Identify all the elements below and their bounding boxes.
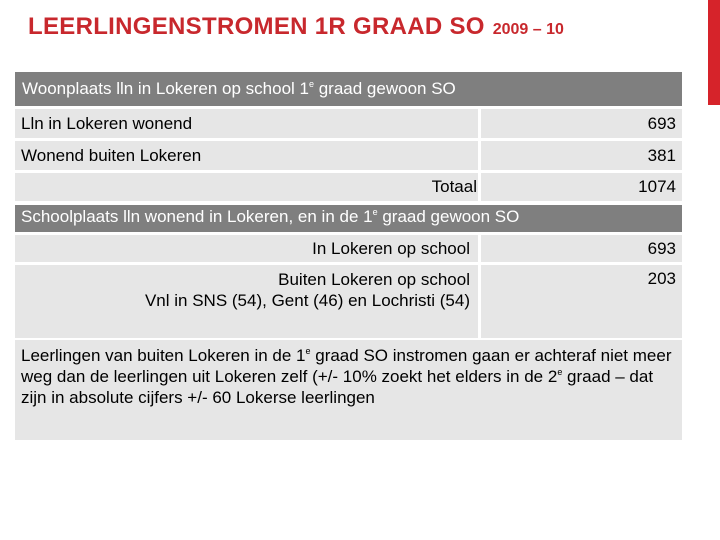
accent-bar xyxy=(708,0,720,105)
slide-title xyxy=(28,13,564,41)
table-row xyxy=(15,265,682,338)
school-location-table-header: Schoolplaats lln wonend in Lokeren, en in de 1e graad gewoon SO xyxy=(15,205,682,232)
row-value: 381 xyxy=(481,141,682,170)
conclusion-note: Leerlingen van buiten Lokeren in de 1e graad SO instromen gaan er achteraf niet meer weg dan de leerlingen uit Lokeren zelf (+/- 10% zoekt het elders in de 2e graad – dat zijn in absolute cijfers +/- 60 Lokerse leerlingen xyxy=(15,340,682,440)
total-row xyxy=(15,173,682,201)
row-value: 693 xyxy=(481,109,682,138)
row-value: 693 xyxy=(481,235,682,262)
total-label-cell xyxy=(15,173,478,201)
title-text: LEERLINGENSTROMEN 1R GRAAD SO xyxy=(28,13,485,40)
table-row xyxy=(15,109,682,138)
school-location-table xyxy=(15,205,682,338)
row-label: Lln in Lokeren wonend xyxy=(15,109,478,138)
total-value: 1074 xyxy=(481,173,682,201)
residence-table-header: Woonplaats lln in Lokeren op school 1e graad gewoon SO xyxy=(15,72,682,106)
row-sublabel: Vnl in SNS (54), Gent (46) en Lochristi (54) xyxy=(144,291,470,310)
title-year: 2009 – 10 xyxy=(492,21,564,38)
table-row xyxy=(15,141,682,170)
row-label-cell xyxy=(15,265,478,338)
row-value: 203 xyxy=(481,265,682,338)
row-label-cell xyxy=(15,235,478,262)
row-label: In Lokeren op school xyxy=(312,239,470,258)
table-row xyxy=(15,235,682,262)
total-label: Totaal xyxy=(431,177,477,196)
row-label: Wonend buiten Lokeren xyxy=(15,141,478,170)
residence-table xyxy=(15,72,682,201)
row-label: Buiten Lokeren op school xyxy=(278,270,470,289)
